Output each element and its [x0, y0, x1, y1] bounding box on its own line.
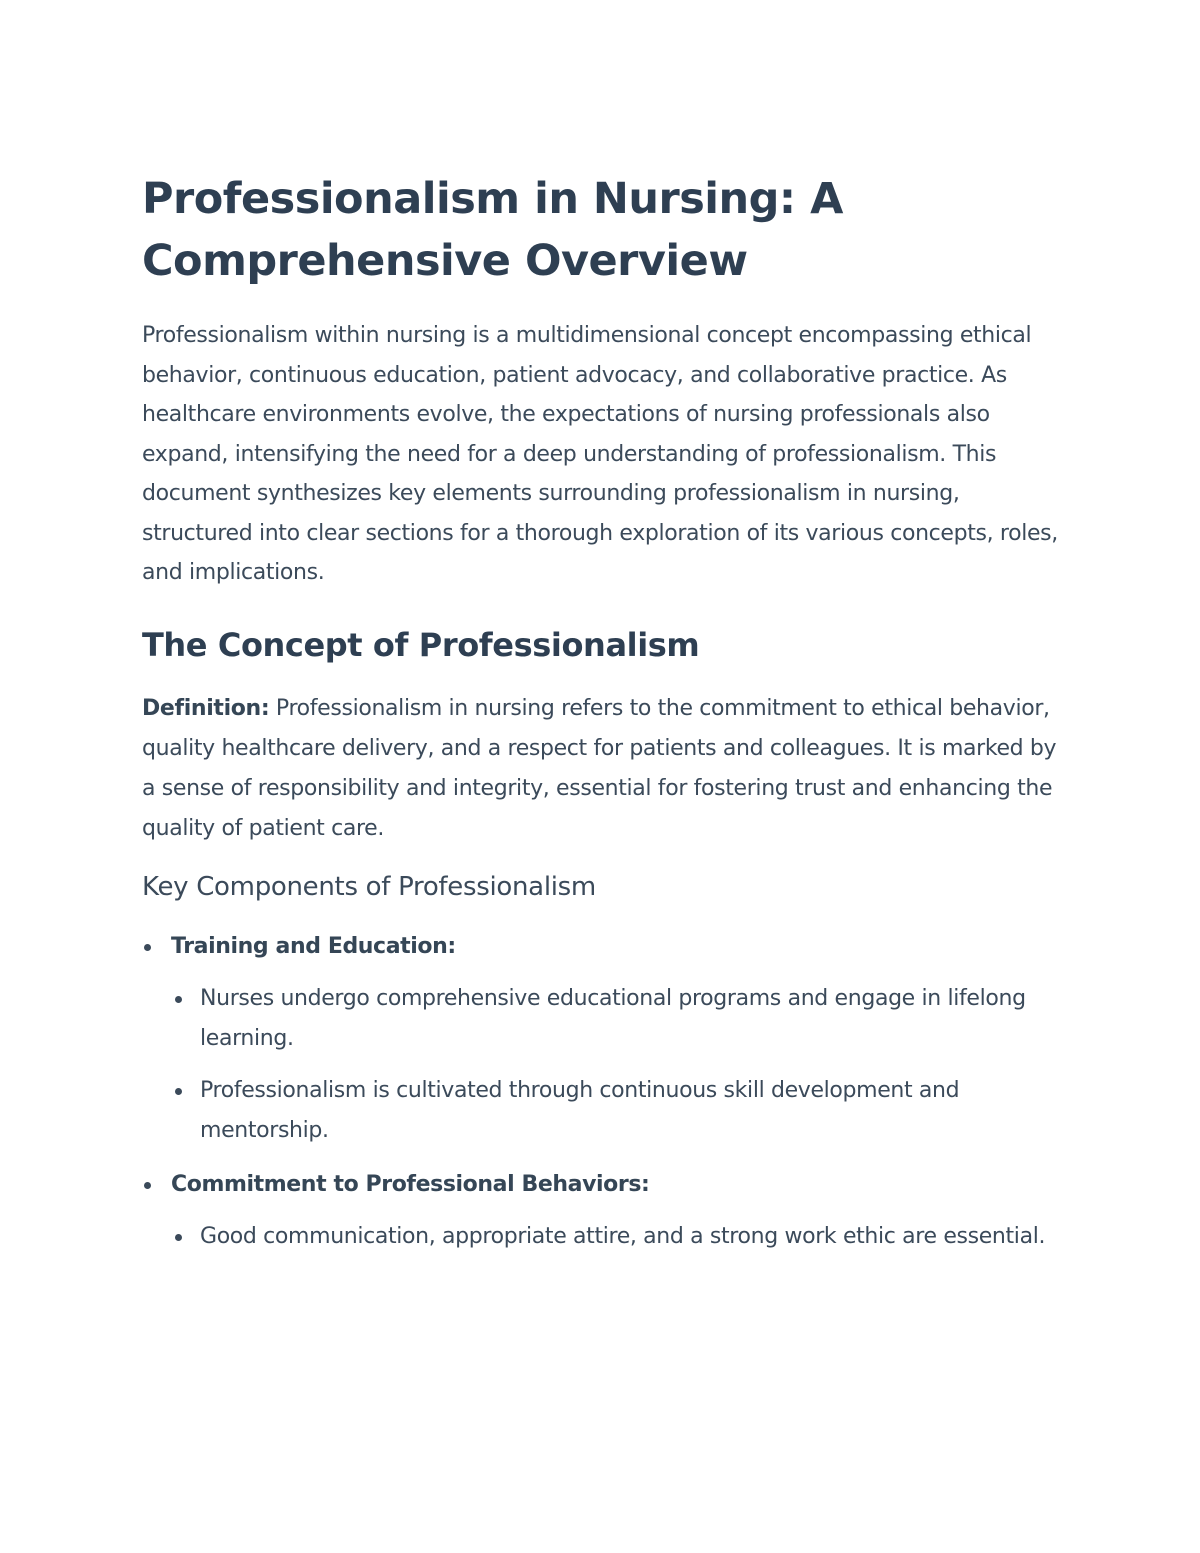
- list-item: [171, 979, 1062, 1059]
- list-item: [171, 1071, 1062, 1151]
- subsection-heading: Key Components of Professionalism: [142, 871, 596, 902]
- list-item: [171, 1217, 1062, 1257]
- list-item-text: Professionalism is cultivated through continuous skill development and mentorship.: [200, 1077, 960, 1143]
- intro-paragraph: Professionalism within nursing is a multidimensional concept encompassing ethical behavior, continuous education, patient advocacy, and collaborative practice. As healthcare environments evolve, the expectations of nursing professionals also expand, intensifying the need for a deep understanding of professionalism. This document synthesizes key elements surrounding professionalism in nursing, structured into clear sections for a thorough exploration of its various concepts, roles, and implications.: [142, 323, 1058, 585]
- list-item-text: Good communication, appropriate attire, and a strong work ethic are essential.: [200, 1223, 1046, 1249]
- definition-paragraph: [142, 689, 1062, 849]
- list-item-text: Nurses undergo comprehensive educational programs and engage in lifelong learning.: [200, 985, 1026, 1051]
- components-list: [142, 927, 1062, 1257]
- section-heading: The Concept of Professionalism: [142, 625, 700, 664]
- component-title: Training and Education:: [171, 933, 456, 959]
- document-title: Professionalism in Nursing: A Comprehensive Overview: [142, 174, 843, 286]
- sub-list: [171, 979, 1062, 1151]
- definition-label: Definition:: [142, 695, 270, 721]
- component-title: Commitment to Professional Behaviors:: [171, 1171, 650, 1197]
- list-item-training-education: [142, 927, 1062, 1151]
- list-item-professional-behaviors: [142, 1165, 1062, 1257]
- bullet-icon: [144, 1182, 151, 1189]
- document-page: [142, 168, 1062, 1271]
- bullet-icon: [175, 996, 182, 1003]
- bullet-icon: [144, 944, 151, 951]
- bullet-icon: [175, 1234, 182, 1241]
- sub-list: [171, 1217, 1062, 1257]
- bullet-icon: [175, 1088, 182, 1095]
- definition-text: Professionalism in nursing refers to the commitment to ethical behavior, quality healthcare delivery, and a respect for patients and colleagues. It is marked by a sense of responsibility and integrity, essential for fostering trust and enhancing the quality of patient care.: [142, 695, 1057, 841]
